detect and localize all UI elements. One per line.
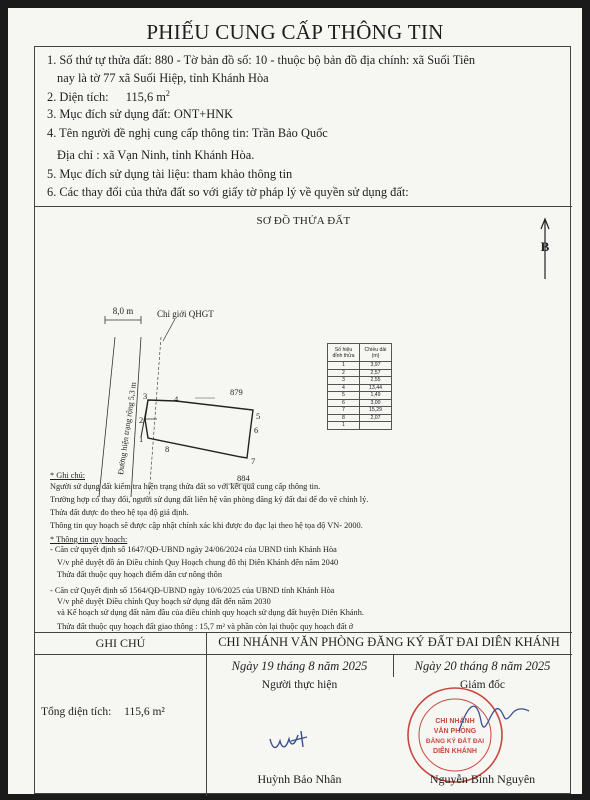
segment-length: 1,49	[360, 392, 392, 400]
segment-length: 2,07	[360, 414, 392, 422]
vertex-number: 6	[328, 399, 360, 407]
info-line-5: 5. Mục đích sử dụng tài liệu: tham khảo thông tin	[47, 167, 293, 181]
diagram-title: SƠ ĐỒ THỬA ĐẤT	[256, 215, 351, 227]
notes-line: Thửa đất được đo theo hệ tọa độ giả định.	[50, 508, 189, 517]
planning-line: - Căn cứ quyết định số 1647/QĐ-UBND ngày 24/06/2024 của UBND tỉnh Khánh Hòa	[50, 545, 337, 554]
setback-label: Chỉ giới QHGT	[157, 309, 214, 319]
total-area	[41, 706, 165, 718]
point-6: 6	[254, 425, 259, 435]
planning-header: * Thông tin quy hoạch:	[50, 535, 128, 544]
vertex-number: 3	[328, 377, 360, 385]
office-name: CHI NHÁNH VĂN PHÒNG ĐĂNG KÝ ĐẤT ĐAI DIÊN KHÁNH	[218, 635, 560, 649]
vertex-number: 7	[328, 407, 360, 415]
setback-leader	[163, 319, 175, 341]
point-5: 5	[256, 411, 261, 421]
table-row	[328, 362, 392, 370]
table-row	[328, 399, 392, 407]
table-row	[328, 422, 392, 430]
planning-line: và Kế hoạch sử dụng đất năm đầu của điều chỉnh quy hoạch sử dụng đất huyện Diên Khánh.	[57, 608, 364, 617]
role-left: Người thực hiện	[261, 679, 338, 691]
info-line-6: 6. Các thay đổi của thửa đất so với giấy tờ pháp lý về quyền sử dụng đất:	[47, 185, 409, 199]
road-edge-left	[99, 337, 115, 497]
document-page	[8, 8, 582, 794]
table-header-vertex: Số hiệu đỉnh thửa	[328, 344, 360, 362]
total-area-label: Tổng diện tích:	[41, 706, 112, 718]
date-right: Ngày 20 tháng 8 năm 2025	[414, 659, 551, 673]
table-row	[328, 407, 392, 415]
segment-length: 15,29	[360, 407, 392, 415]
segment-length: 2,57	[360, 369, 392, 377]
point-1: 1	[139, 434, 144, 444]
road-label: Đường hiện trạng rộng 5,3 m	[116, 381, 138, 476]
area-label: 2. Diện tích:	[47, 90, 109, 105]
north-label: B	[540, 239, 550, 254]
parcel-884: 884	[237, 473, 250, 483]
planning-line: Thửa đất thuộc quy hoạch điểm dân cư nông thôn	[57, 570, 222, 579]
info-line-4: 4. Tên người đề nghị cung cấp thông tin: Trần Bảo Quốc	[47, 126, 328, 140]
point-4: 4	[174, 394, 179, 404]
document-frame	[34, 46, 571, 794]
area-unit-sup: 2	[165, 89, 170, 98]
segment-length: 2,55	[360, 377, 392, 385]
vertex-number: 1	[328, 362, 360, 370]
name-right: Nguyễn Bình Nguyên	[429, 772, 536, 786]
table-row	[328, 392, 392, 400]
role-right: Giám đốc	[459, 679, 506, 691]
area-value: 115,6 m	[125, 90, 166, 105]
signature-right-icon	[455, 691, 535, 745]
parcel-diagram	[75, 297, 295, 497]
vertex-table-wrap	[327, 343, 392, 430]
notes-line: Người sử dụng đất kiểm tra hiện trạng thửa đất so với kết quả cung cấp thông tin.	[50, 482, 321, 491]
table-row	[328, 377, 392, 385]
point-8: 8	[165, 444, 170, 454]
stamp-line: CHI NHÁNH	[435, 718, 475, 725]
notes-line: Trường hợp có thay đổi, người sử dụng đất liên hệ văn phòng đăng ký đất đai để đo vẽ chỉnh lý.	[50, 495, 369, 504]
table-header-length: Chiều dài (m)	[360, 344, 392, 362]
setback-line	[149, 337, 161, 497]
stamp-line: DIÊN KHÁNH	[433, 748, 477, 755]
name-left: Huỳnh Bảo Nhân	[257, 772, 342, 786]
info-line-area	[47, 89, 170, 105]
parcel-879: 879	[230, 387, 243, 397]
planning-line: Thửa đất thuộc quy hoạch đất giao thông : 15,7 m² và phần còn lại thuộc quy hoạch đất ở	[57, 622, 354, 631]
total-area-value: 115,6 m²	[124, 706, 165, 718]
planning-line: - Căn cứ Quyết định số 1564/QĐ-UBND ngày 10/6/2025 của UBND tỉnh Khánh Hòa	[50, 586, 335, 595]
signature-left-icon	[267, 725, 317, 755]
vertex-number: 8	[328, 414, 360, 422]
date-left: Ngày 19 tháng 8 năm 2025	[231, 659, 368, 673]
ghi-chu-header: GHI CHÚ	[95, 636, 146, 650]
parcel-outline	[145, 400, 253, 458]
info-section	[35, 47, 572, 207]
footer-section	[35, 632, 572, 795]
info-line-1b: nay là tờ 77 xã Suối Hiệp, tỉnh Khánh Hòa	[57, 71, 269, 85]
table-row	[328, 384, 392, 392]
point-2: 2	[139, 415, 144, 425]
point-3: 3	[143, 391, 148, 401]
notes-line: Thông tin quy hoạch sẽ được cập nhật chính xác khi được đo đạc lại theo hệ tọa độ VN- 2000.	[50, 521, 363, 530]
stamp-line: ĐĂNG KÝ ĐẤT ĐAI	[425, 738, 485, 745]
vertex-number: 2	[328, 369, 360, 377]
stamp-line: VĂN PHÒNG	[433, 728, 477, 735]
planning-line: V/v phê duyệt Điều chỉnh Quy hoạch sử dụng đất đến năm 2030	[57, 597, 271, 606]
width-dim-label: 8,0 m	[112, 306, 134, 316]
vertex-table	[327, 343, 392, 430]
north-arrow-icon	[535, 217, 555, 283]
document-title: PHIẾU CUNG CẤP THÔNG TIN	[146, 20, 444, 44]
table-row	[328, 414, 392, 422]
info-line-3: 3. Mục đích sử dụng đất: ONT+HNK	[47, 107, 234, 121]
segment-length: 3,00	[360, 399, 392, 407]
point-7: 7	[251, 456, 256, 466]
segment-length	[360, 422, 392, 430]
planning-line: V/v phê duyệt đồ án Điều chỉnh Quy Hoạch chung đô thị Diên Khánh đến năm 2040	[57, 558, 339, 567]
notes-header: * Ghi chú:	[50, 471, 86, 480]
info-line-address: Địa chỉ : xã Vạn Ninh, tỉnh Khánh Hòa.	[57, 148, 255, 162]
segment-length: 3,97	[360, 362, 392, 370]
info-line-1: 1. Số thứ tự thửa đất: 880 - Tờ bản đồ số: 10 - thuộc bộ bản đồ địa chính: xã Suối Tiên	[47, 53, 476, 67]
vertex-number: 5	[328, 392, 360, 400]
table-row	[328, 369, 392, 377]
vertex-number: 1	[328, 422, 360, 430]
segment-length: 13,44	[360, 384, 392, 392]
vertex-number: 4	[328, 384, 360, 392]
